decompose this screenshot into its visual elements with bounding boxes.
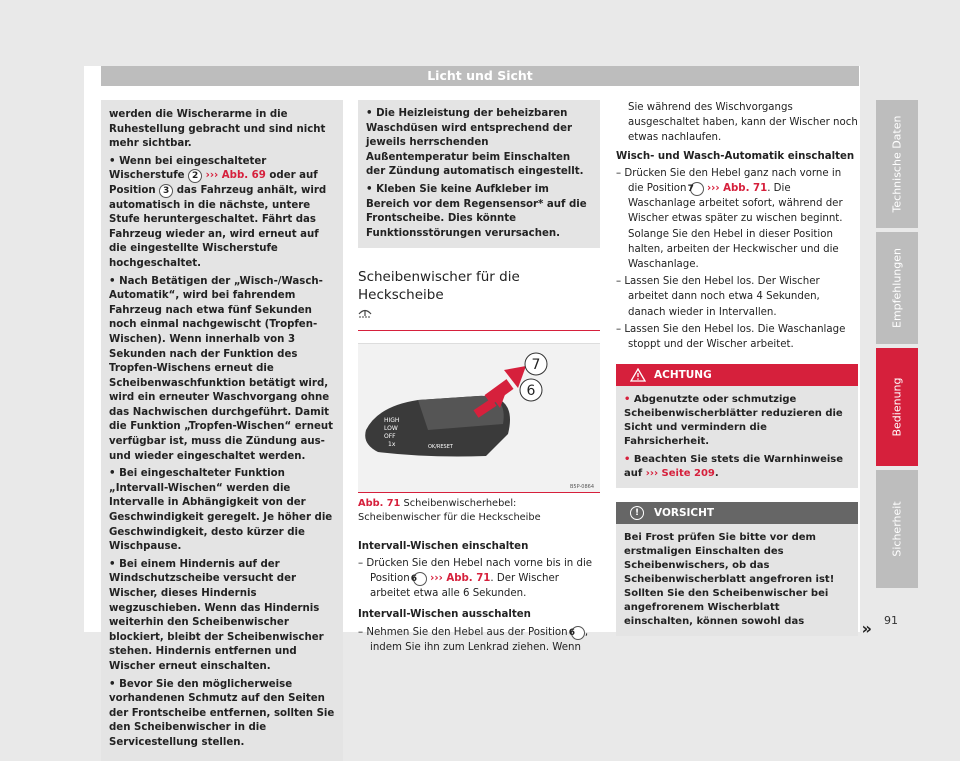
page-link[interactable]: ››› Seite 209 <box>645 468 715 480</box>
tab-sicherheit[interactable]: Sicherheit <box>876 470 918 588</box>
step: – Drücken Sie den Hebel ganz nach vorne in die Position 7 ››› Abb. 71. Die Waschanlage arbeitet sofort, während der Wischer etwas später zu wischen beginnt. Solange Sie den Hebel in dieser Position halten, arbeiten der Heckwischer und die Waschanlage. <box>616 167 843 271</box>
lever-label: OFF <box>384 432 396 440</box>
subheading: Intervall-Wischen einschalten <box>358 540 529 552</box>
caution-title: VORSICHT <box>654 507 715 520</box>
intro-text: werden die Wischerarme in die Ruhestellung gebracht und sind nicht mehr sichtbar. <box>109 109 326 150</box>
page-number: 91 <box>884 614 898 627</box>
chapter-header: Licht und Sicht <box>101 66 859 86</box>
section-heading <box>358 268 600 330</box>
warning-box <box>616 364 858 488</box>
figure-link[interactable]: ››› Abb. 69 <box>205 170 266 182</box>
tab-technische-daten[interactable]: Technische Daten <box>876 100 918 228</box>
lever-illustration <box>358 344 600 492</box>
continue-mark: » <box>861 619 872 639</box>
figure-71 <box>358 343 600 492</box>
caution-header <box>616 502 858 524</box>
column-3 <box>616 100 872 639</box>
column-2 <box>358 100 600 657</box>
lever-label: 1x <box>388 440 396 448</box>
caution-box <box>616 502 872 639</box>
position-badge: 2 <box>188 169 202 183</box>
callout-6: 6 <box>526 382 536 399</box>
position-badge: 6 <box>413 572 427 586</box>
info-box <box>358 100 600 248</box>
subheading: Intervall-Wischen ausschalten <box>358 609 531 621</box>
figure-code: B5P-0864 <box>569 483 594 490</box>
lever-label: HIGH <box>384 416 400 424</box>
figure-link[interactable]: ››› Abb. 71 <box>430 572 491 584</box>
lever-label: LOW <box>384 424 398 432</box>
tab-bedienung[interactable]: Bedienung <box>876 348 918 466</box>
step: – Nehmen Sie den Hebel aus der Position 6 , indem Sie ihn zum Lenkrad ziehen. Wenn <box>358 626 589 653</box>
box-bullet-1: • Die Heizleistung der beheizbaren Waschdüsen wird entsprechend der jeweils herrschenden Außentemperatur beim Einschalten der Zündung automatisch eingestellt. <box>366 108 584 178</box>
position-badge: 6 <box>571 626 585 640</box>
step: – Lassen Sie den Hebel los. Die Waschanlage stoppt und der Wischer arbeitet. <box>616 323 846 351</box>
bullet-1: • Wenn bei eingeschalteter Wischerstufe 2 ››› Abb. 69 oder auf Position 3 das Fahrzeug anhält, wird automatisch in die nächste, untere Stufe heruntergeschaltet. Fährt das Fahrzeug wieder an, wird erneut auf die eingestellte Wischerstufe hochgeschaltet. <box>109 155 327 269</box>
bullet-4: • Bei einem Hindernis auf der Windschutzscheibe versucht der Wischer, dieses Hindernis wegzuschieben. Wenn das Hindernis weiterhin den Scheibenwischer blockiert, bleibt der Scheibenwischer stehen. Hindernis entfernen und Wischer erneut einschalten. <box>109 558 324 672</box>
callout-7: 7 <box>531 356 541 373</box>
warning-bullet: • Abgenutzte oder schmutzige Scheibenwischerblätter reduzieren die Sicht und vermindern die Fahrsicherheit. <box>624 394 843 448</box>
bullet-5: • Bevor Sie den möglicherweise vorhandenen Schmutz auf den Seiten der Frontscheibe entfernen, sollten Sie den Scheibenwischer in die Servicestellung stellen. <box>109 678 335 748</box>
figure-caption <box>358 492 600 525</box>
continued-text: Sie während des Wischvorgangs ausgeschaltet haben, kann der Wischer noch etwas nachlaufen. <box>628 102 858 144</box>
figure-link[interactable]: ››› Abb. 71 <box>706 183 768 195</box>
warning-triangle-icon <box>630 368 646 382</box>
bullet-3: • Bei eingeschalteter Funktion „Intervall-Wischen“ werden die Intervalle in Abhängigkeit von der Geschwindigkeit geregelt. Je höher die Geschwindigkeit, desto kürzer die Wischpause. <box>109 468 333 553</box>
subheading: Wisch- und Wasch-Automatik einschalten <box>616 150 855 162</box>
caution-text: Bei Frost prüfen Sie bitte vor dem erstmaligen Einschalten des Scheibenwischers, ob das Scheibenwischerblatt angefroren ist! Sollten Sie den Scheibenwischer bei angefrorenem Wischerblatt einschalten, können sowohl das <box>624 532 835 628</box>
warning-header <box>616 364 858 386</box>
box-bullet-2: • Kleben Sie keine Aufkleber im Bereich vor dem Regensensor* auf die Frontscheibe. Dies könnte Funktionsstörungen verursachen. <box>366 183 587 239</box>
tab-empfehlungen[interactable]: Empfehlungen <box>876 232 918 344</box>
lever-label: OK/RESET <box>428 443 453 450</box>
column-1 <box>101 100 343 761</box>
info-circle-icon: ! <box>630 506 644 520</box>
warning-bullet: • Beachten Sie stets die Warnhinweise auf ››› Seite 209. <box>624 454 844 480</box>
caption-number: Abb. 71 <box>358 497 401 509</box>
step: – Lassen Sie den Hebel los. Der Wischer arbeitet dann noch etwa 4 Sekunden, danach wieder in Intervallen. <box>616 276 820 318</box>
position-badge: 3 <box>159 184 173 198</box>
warning-title: ACHTUNG <box>654 369 712 382</box>
info-box <box>101 100 343 761</box>
position-badge: 7 <box>690 182 704 196</box>
caption-text: Scheibenwischerhebel: Scheibenwischer für die Heckscheibe <box>358 497 541 523</box>
bullet-2: • Nach Betätigen der „Wisch-/Wasch-Automatik“, wird bei fahrendem Fahrzeug nach etwa fünf Sekunden noch einmal nachgewischt (Tropfen-Wischen). Wenn innerhalb von 3 Sekunden nach der Funktion des Tropfen-Wischens erneut die Scheibenwaschfunktion betätigt wird, wird ein erneuter Waschvorgang ohne das Nachwischen durchgeführt. Damit die Funktion „Tropfen-Wischen“ erneut verfügbar ist, muss die Zündung aus- und wieder eingeschaltet werden. <box>109 275 333 462</box>
step: – Drücken Sie den Hebel nach vorne bis in die Position 6 ››› Abb. 71. Der Wischer arbeitet etwa alle 6 Sekunden. <box>358 557 593 600</box>
rear-wiper-icon <box>358 306 372 318</box>
section-title: Scheibenwischer für die Heckscheibe <box>358 269 520 304</box>
